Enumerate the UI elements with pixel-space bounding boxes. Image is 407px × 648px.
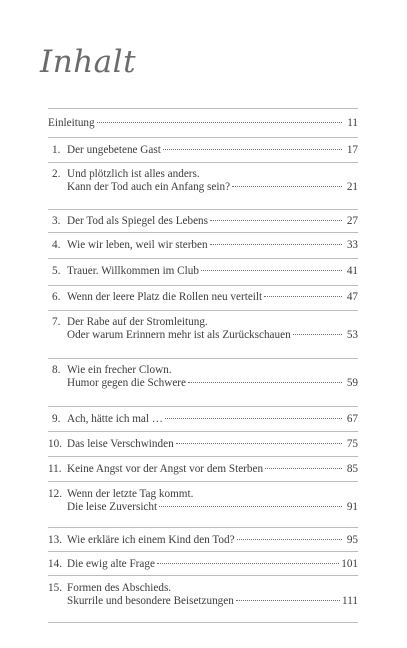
toc-page-number: 111 — [342, 595, 358, 607]
toc-entry-title: Trauer. Willkommen im Club — [67, 265, 199, 277]
leader-dots — [237, 539, 342, 540]
divider-rule — [48, 162, 358, 163]
toc-entry-title: Der Tod als Spiegel des Lebens — [67, 215, 208, 227]
toc-entry-title: Die ewig alte Frage — [67, 558, 155, 570]
toc-entry-title: Wenn der leere Platz die Rollen neu verteilt — [67, 291, 263, 303]
toc-entry-title: Skurrile und besondere Beisetzungen — [67, 595, 234, 607]
toc-entry-number: 8. — [52, 364, 61, 376]
toc-page-number: 41 — [346, 265, 358, 277]
leader-dots — [265, 468, 342, 469]
toc-entry-title: Wenn der letzte Tag kommt. — [67, 488, 194, 500]
divider-rule — [48, 527, 358, 528]
toc-entry-title: Die leise Zuversicht — [67, 501, 158, 513]
divider-rule — [48, 406, 358, 407]
leader-dots — [201, 270, 342, 271]
toc-entry-number: 3. — [52, 215, 61, 227]
toc-entry-label: Einleitung — [48, 117, 95, 129]
leader-dots — [159, 506, 342, 507]
toc-entry-number: 15. — [48, 582, 62, 594]
toc-entry-number: 13. — [48, 534, 62, 546]
leader-dots — [236, 600, 340, 601]
toc-page-number: 75 — [346, 438, 358, 450]
leader-dots — [232, 186, 342, 187]
toc-entry-title: Und plötzlich ist alles anders. — [67, 168, 200, 180]
toc-page-number: 21 — [346, 181, 358, 193]
toc-page-number: 95 — [346, 534, 358, 546]
toc-entry-title: Wie erkläre ich einem Kind den Tod? — [67, 534, 235, 546]
page-title: Inhalt — [40, 44, 137, 80]
toc-entry-number: 12. — [48, 488, 62, 500]
leader-dots — [97, 122, 342, 123]
toc-entry-number: 4. — [52, 239, 61, 251]
divider-rule — [48, 551, 358, 552]
toc-page-number: 67 — [346, 413, 358, 425]
leader-dots — [293, 334, 342, 335]
toc-page-number: 59 — [346, 377, 358, 389]
leader-dots — [163, 149, 342, 150]
toc-entry-title: Das leise Verschwinden — [67, 438, 174, 450]
toc-entry-title: Humor gegen die Schwere — [67, 377, 186, 389]
divider-rule — [48, 456, 358, 457]
toc-entry-title: Oder warum Erinnern mehr ist als Zurückschauen — [67, 329, 291, 341]
divider-rule — [48, 481, 358, 482]
toc-entry-number: 10. — [48, 438, 62, 450]
toc-entry-title: Der Rabe auf der Stromleitung. — [67, 316, 208, 328]
divider-rule — [48, 258, 358, 259]
leader-dots — [176, 443, 342, 444]
toc-entry-title: Kann der Tod auch ein Anfang sein? — [67, 181, 231, 193]
toc-entry-title: Der ungebetene Gast — [67, 144, 161, 156]
toc-page-number: 17 — [346, 144, 358, 156]
toc-entry-number: 2. — [52, 168, 61, 180]
divider-rule — [48, 622, 358, 623]
toc-page-number: 27 — [346, 215, 358, 227]
leader-dots — [210, 244, 342, 245]
toc-page-number: 33 — [346, 239, 358, 251]
divider-rule — [48, 358, 358, 359]
divider-rule — [48, 209, 358, 210]
toc-page-number: 53 — [346, 329, 358, 341]
toc-entry-number: 6. — [52, 291, 61, 303]
divider-rule — [48, 108, 358, 109]
toc-entry-number: 11. — [48, 463, 62, 475]
divider-rule — [48, 285, 358, 286]
toc-page-number: 11 — [347, 117, 358, 129]
toc-page-number: 91 — [346, 501, 358, 513]
toc-entry-number: 5. — [52, 265, 61, 277]
toc-entry-number: 1. — [52, 144, 61, 156]
toc-entry-title: Wie ein frecher Clown. — [67, 364, 172, 376]
leader-dots — [210, 220, 342, 221]
toc-entry-title: Wie wir leben, weil wir sterben — [67, 239, 208, 251]
leader-dots — [157, 563, 339, 564]
leader-dots — [165, 418, 342, 419]
divider-rule — [48, 575, 358, 576]
toc-entry-number: 14. — [48, 558, 62, 570]
divider-rule — [48, 310, 358, 311]
leader-dots — [264, 296, 342, 297]
toc-entry-number: 7. — [52, 316, 61, 328]
toc-entry-title: Ach, hätte ich mal … — [67, 413, 163, 425]
divider-rule — [48, 431, 358, 432]
toc-page-number: 47 — [346, 291, 358, 303]
toc-page-number: 85 — [346, 463, 358, 475]
toc-entry-title: Keine Angst vor der Angst vor dem Sterben — [67, 463, 264, 475]
toc-entry-number: 9. — [52, 413, 61, 425]
toc-page-number: 101 — [341, 558, 358, 570]
divider-rule — [48, 137, 358, 138]
divider-rule — [48, 232, 358, 233]
leader-dots — [188, 382, 342, 383]
toc-entry-title: Formen des Abschieds. — [67, 582, 172, 594]
